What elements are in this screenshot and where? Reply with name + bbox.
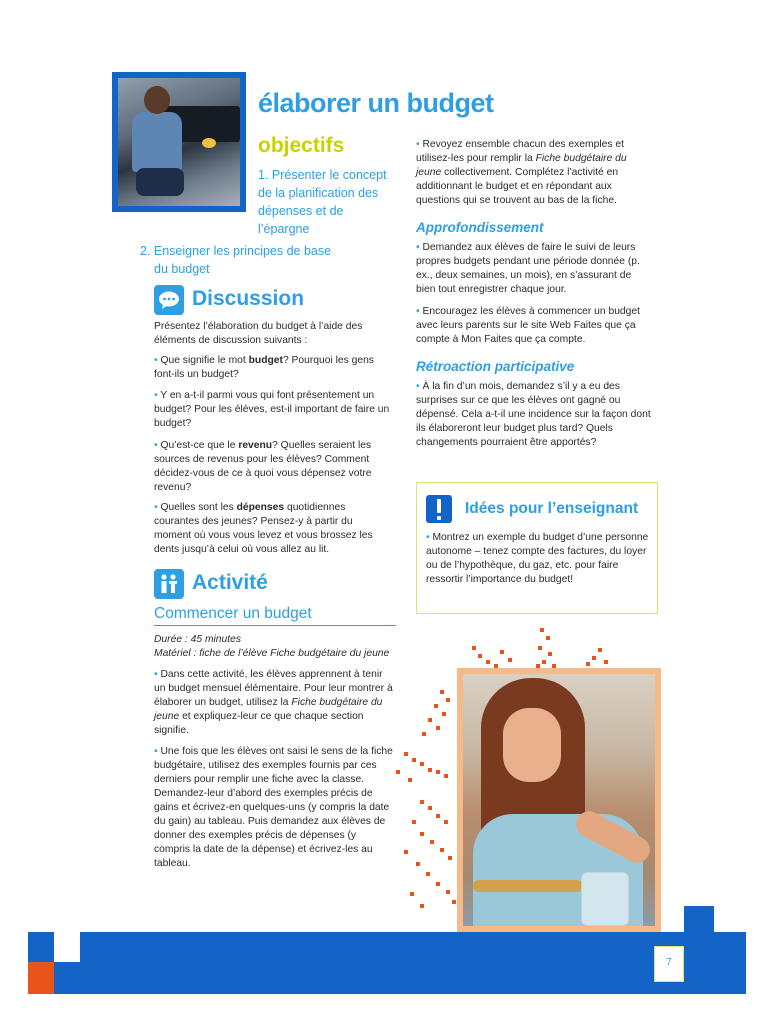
- bullet-dot: •: [426, 532, 433, 543]
- discussion-q2: • Y en a-t-il parmi vous qui font présentement un budget? Pour les élèves, est-il important de faire un budget?: [154, 390, 390, 429]
- photo-object: [202, 138, 216, 148]
- discussion-q3: • Qu’est-ce que le revenu? Quelles seraient les sources de revenus pour les élèves? Comment décidez-vous de ce à quoi vous dépensez votre revenu?: [154, 440, 372, 493]
- discussion-intro: Présentez l’élaboration du budget à l’aide des éléments de discussion suivants :: [154, 321, 363, 346]
- footer-square-blue-2: [54, 962, 80, 994]
- activite-heading: Activité: [192, 571, 268, 594]
- retroaction-bullet-1: • À la fin d’un mois, demandez s’il y a eu des surprises sur ce que les élèves ont gagné ou dépensé. Cela a-t-il une incidence sur la façon dont ils élaboreront leur budget plus tard? Quels changements pourraient être apportés?: [416, 381, 651, 448]
- activite-meta: [154, 633, 389, 661]
- idees-heading: Idées pour l’enseignant: [465, 500, 639, 517]
- idees-bullet-1: • Montrez un exemple du budget d’une personne autonome – tenez compte des factures, du loyer ou de l’hypothèque, du gaz, etc. pour faire ressortir l’importance du budget!: [426, 532, 649, 585]
- bullet-dot: •: [154, 669, 161, 680]
- right-bullet-1: • Revoyez ensemble chacun des exemples et utilisez-les pour remplir la Fiche budgétaire du jeune collectivement. Complétez l’activité en additionnant le budget et en répondant aux questions qui se trouvent au bas de la fiche.: [416, 139, 627, 206]
- objectif-1: 1. Présenter le concept de la planification des dépenses et de l’épargne: [258, 168, 387, 236]
- discussion-heading: Discussion: [192, 287, 305, 310]
- discussion-q4: • Quelles sont les dépenses quotidiennes courantes des jeunes? Pensez-y à partir du moment où vous vous levez et vous brossez les dents jusqu’à celui où vous allez au lit.: [154, 502, 373, 555]
- photo-coins: [473, 880, 583, 892]
- activite-bullet-2: • Une fois que les élèves ont saisi le sens de la fiche budgétaire, utilisez des exemples fournis par ces derniers pour remplir une fiche avec la classe. Demandez-leur d’abord des exemples précis de gains et écrivez-en quelques-uns (y compris la date du gain) au tableau. Puis demandez aux élèves de donner des exemples précis de dépenses (y compris la date de la dépense) et écrivez-les au tableau.: [154, 746, 393, 869]
- activite-bullet-1: • Dans cette activité, les élèves apprennent à tenir un budget mensuel élémentaire. Pour leur montrer à élaborer un budget, utilisez la Fiche budgétaire du jeune et expliquez-leur ce que chaque section signifie.: [154, 669, 393, 736]
- objectifs-heading: objectifs: [258, 134, 345, 157]
- objectif-2-line1: 2. Enseigner les principes de base: [140, 244, 332, 258]
- photo-girl-face: [503, 708, 561, 782]
- photo-girl-coins-frame: [457, 668, 661, 932]
- photo-boy-piano-frame: [112, 72, 246, 212]
- bullet-dot: •: [416, 306, 423, 317]
- bullet-dot: •: [416, 381, 423, 392]
- page-number: 7: [666, 957, 672, 968]
- approfondissement-bullet-2: • Encouragez les élèves à commencer un budget avec leurs parents sur le site Web Faites que ça compte à Mon Faites que ça compte.: [416, 306, 640, 345]
- footer-notch: [54, 932, 80, 962]
- approfondissement-heading: Approfondissement: [416, 220, 544, 235]
- objectif-2: [140, 242, 380, 278]
- bullet-dot: •: [154, 390, 161, 401]
- bullet-dot: •: [154, 746, 161, 757]
- photo-girl-coins: [463, 674, 655, 926]
- discussion-q1: • Que signifie le mot budget? Pourquoi les gens font-ils un budget?: [154, 355, 374, 380]
- retroaction-heading: Rétroaction participative: [416, 359, 575, 374]
- speech-bubble-icon: [154, 285, 184, 315]
- duree-text: Durée : 45 minutes: [154, 634, 241, 645]
- footer-bar: [28, 932, 746, 994]
- photo-boy-piano: [118, 78, 240, 206]
- photo-boy-legs: [136, 168, 184, 196]
- bullet-dot: •: [154, 440, 161, 451]
- activite-subheading: Commencer un budget: [154, 605, 396, 626]
- photo-boy-head: [144, 86, 170, 114]
- objectif-2-line2: du budget: [154, 262, 210, 276]
- person-info-icon: [154, 569, 184, 599]
- photo-boy-body: [132, 112, 182, 172]
- footer-square-top: [684, 906, 714, 932]
- exclamation-icon: [426, 495, 452, 523]
- footer-square-orange: [28, 962, 54, 994]
- bullet-dot: •: [154, 355, 161, 366]
- bullet-dot: •: [154, 502, 161, 513]
- photo-jar: [581, 872, 629, 926]
- bullet-dot: •: [416, 139, 423, 150]
- materiel-text: Matériel : fiche de l’élève Fiche budgétaire du jeune: [154, 648, 390, 659]
- footer-square-blue: [28, 932, 54, 962]
- page-number-box: [654, 946, 684, 982]
- page-title: élaborer un budget: [258, 88, 494, 118]
- bullet-dot: •: [416, 242, 423, 253]
- approfondissement-bullet-1: • Demandez aux élèves de faire le suivi de leurs propres budgets pendant une période donnée (p. ex., deux semaines, un mois), en s’assurant de bien tout enregistrer chaque jour.: [416, 242, 640, 295]
